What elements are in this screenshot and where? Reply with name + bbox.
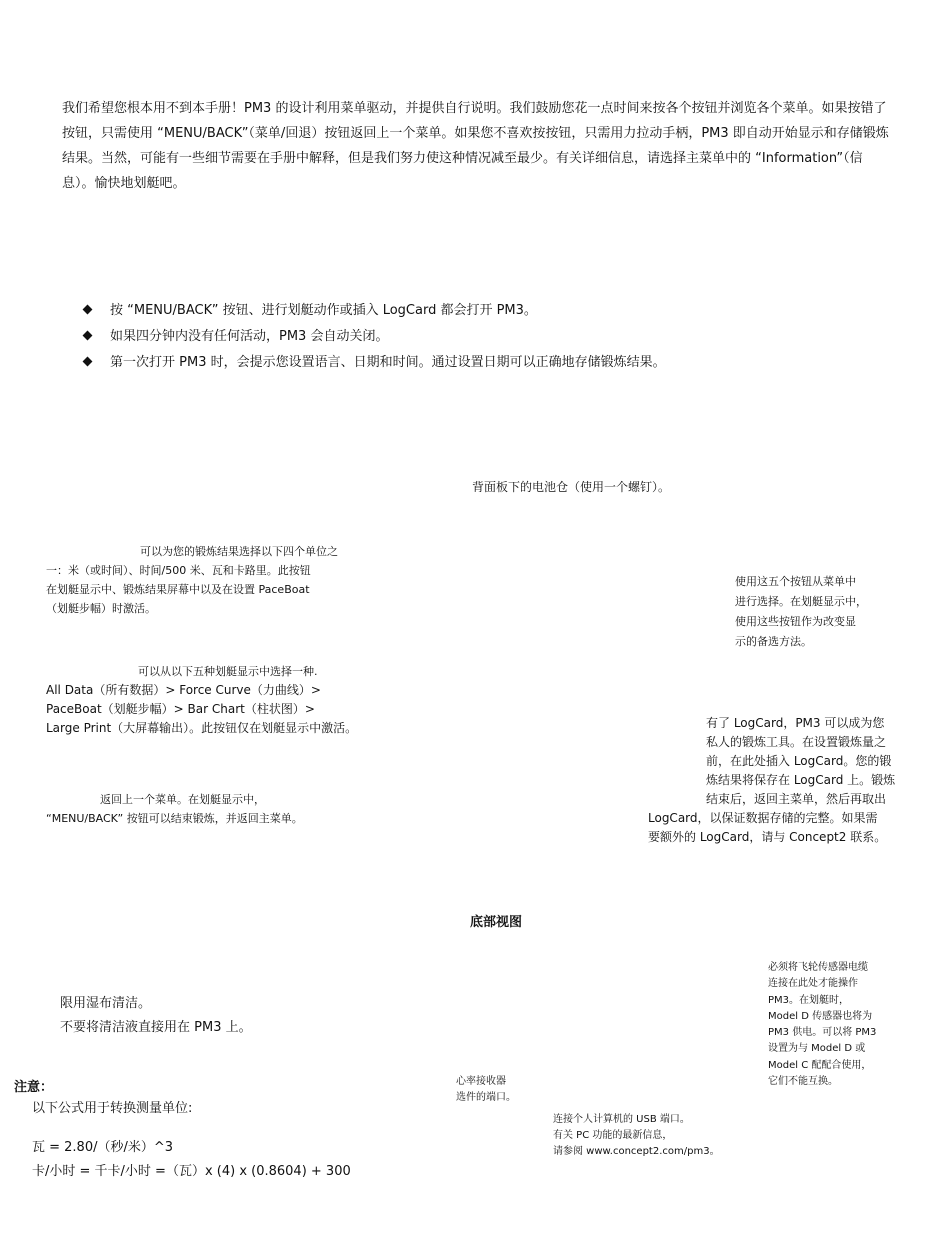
- watts-formula: 瓦 = 2.80/（秒/米）^3: [32, 1140, 174, 1155]
- cleaning-note: 限用湿布清洁。 不要将清洁液直接用在 PM3 上。: [60, 996, 252, 1035]
- flywheel-sensor-callout: 必须将飞轮传感器电缆 连接在此处才能操作 PM3。在划艇时， Model D 传感器也将为 PM3 供电。可以将 PM3 设置为与 Model D 或 Model C 配配合使用， 它们不能互换。: [768, 962, 877, 1088]
- battery-compartment-label: 背面板下的电池仓（使用一个螺钉）。: [472, 480, 671, 494]
- power-on-list: [82, 298, 842, 376]
- note-title: 注意：: [14, 1080, 54, 1095]
- heart-rate-port-callout: 心率接收器 选件的端口。: [456, 1076, 516, 1103]
- menu-back-button-callout: 返回上一个菜单。在划艇显示中， “MENU/BACK” 按钮可以结束锻炼，并返回主菜单。: [46, 793, 303, 825]
- diamond-bullet-icon: [83, 357, 93, 367]
- formula-note: [14, 1078, 434, 1184]
- display-button-callout: 可以从以下五种划艇显示中选择一种. All Data（所有数据）> Force Curve（力曲线）> PaceBoat（划艇步幅）> Bar Chart（柱状图）> Large Print（大屏幕输出）。此按钮仅在划艇显示中激活。: [46, 665, 358, 735]
- note-description: 以下公式用于转换测量单位:: [32, 1101, 193, 1116]
- list-item: 第一次打开 PM3 时，会提示您设置语言、日期和时间。通过设置日期可以正确地存储锻炼结果。: [82, 350, 842, 376]
- usb-port-callout: 连接个人计算机的 USB 端口。 有关 PC 功能的最新信息， 请参阅 www.concept2.com/pm3。: [553, 1114, 720, 1157]
- intro-paragraph: 我们希望您根本用不到本手册！PM3 的设计利用菜单驱动，并提供自行说明。我们鼓励您花一点时间来按各个按钮并浏览各个菜单。如果按错了按钮，只需使用 “MENU/BACK”（菜单/回退）按钮返回上一个菜单。如果您不喜欢按按钮，只需用力拉动手柄，PM3 即自动开始显示和存储锻炼结果。当然，可能有一些细节需要在手册中解释，但是我们努力使这种情况减至最少。有关详细信息，请选择主菜单中的 “Information”（信息）。愉快地划艇吧。: [62, 101, 889, 191]
- list-item: 按 “MENU/BACK” 按钮、进行划艇动作或插入 LogCard 都会打开 PM3。: [82, 298, 842, 324]
- diamond-bullet-icon: [83, 305, 93, 315]
- units-button-callout: 可以为您的锻炼结果选择以下四个单位之 一：米（或时间）、时间/500 米、瓦和卡路里。此按钮 在划艇显示中、锻炼结果屏幕中以及在设置 PaceBoat （划艇步幅）时激活。: [46, 545, 338, 615]
- list-item: 如果四分钟内没有任何活动，PM3 会自动关闭。: [82, 324, 842, 350]
- logcard-callout: 有了 LogCard，PM3 可以成为您 私人的锻炼工具。在设置锻炼量之 前，在此处插入 LogCard。您的锻 炼结果将保存在 LogCard 上。锻炼 结束后，返回主菜单，然后再取出 LogCard，以保证数据存储的完整。如果需 要额外的 LogCard，请与 Concept2 联系。: [648, 716, 896, 844]
- diamond-bullet-icon: [83, 331, 93, 341]
- calories-formula: 卡/小时 = 千卡/小时 =（瓦）x (4) x (0.8604) + 300: [32, 1164, 351, 1179]
- bottom-view-title: 底部视图: [470, 915, 523, 930]
- five-buttons-callout: 使用这五个按钮从菜单中 进行选择。在划艇显示中， 使用这些按钮作为改变显 示的备选方法。: [735, 575, 867, 648]
